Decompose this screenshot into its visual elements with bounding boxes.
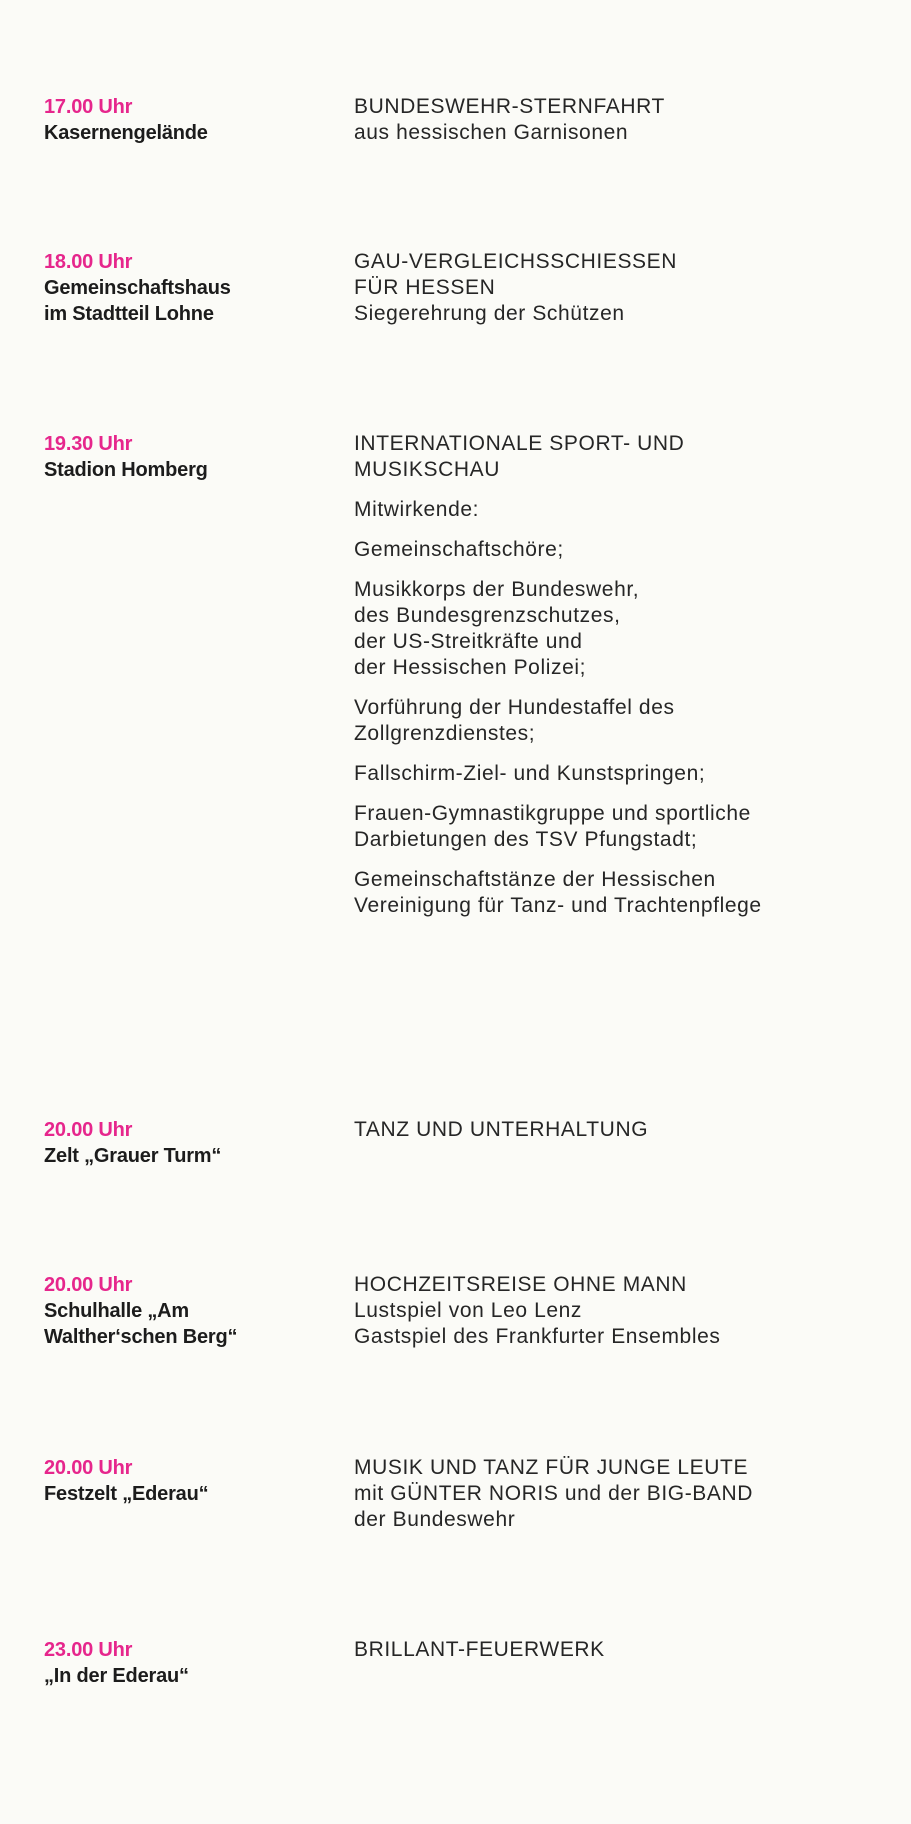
participant-paragraph [354, 537, 894, 563]
paragraph-line: Fallschirm-Ziel- und Kunstspringen; [354, 762, 706, 785]
event-time: 19.30 Uhr [44, 433, 133, 455]
event-title: BRILLANT-FEUERWERK [354, 1638, 605, 1661]
event-description [354, 1637, 894, 1663]
event-time: 23.00 Uhr [44, 1639, 133, 1661]
paragraph-line: Darbietungen des TSV Pfungstadt; [354, 828, 698, 851]
event-time: 20.00 Uhr [44, 1119, 133, 1141]
paragraph-line: der US-Streitkräfte und [354, 630, 583, 653]
event-time: 20.00 Uhr [44, 1274, 133, 1296]
event-time: 20.00 Uhr [44, 1457, 133, 1479]
event-time-location [44, 1272, 334, 1350]
event-description [354, 431, 894, 919]
event-location: Kasernengelände [44, 122, 208, 144]
event-time-location [44, 1455, 334, 1507]
event-title: GAU-VERGLEICHSSCHIESSEN [354, 250, 678, 273]
event-time-location [44, 94, 334, 146]
participant-paragraph [354, 695, 894, 747]
event-subtitle: Lustspiel von Leo Lenz [354, 1299, 583, 1322]
event-subtitle: Siegerehrung der Schützen [354, 302, 625, 325]
event-location: Zelt „Grauer Turm“ [44, 1145, 222, 1167]
event-time: 18.00 Uhr [44, 251, 133, 273]
paragraph-line: Vereinigung für Tanz- und Trachtenpflege [354, 894, 762, 917]
paragraph-line: Vorführung der Hundestaffel des [354, 696, 675, 719]
paragraph-line: Zollgrenzdienstes; [354, 722, 536, 745]
event-subtitle: mit GÜNTER NORIS und der BIG-BAND [354, 1482, 754, 1505]
event-time-location [44, 431, 334, 483]
event-subtitle: Gastspiel des Frankfurter Ensembles [354, 1325, 721, 1348]
event-location: im Stadtteil Lohne [44, 303, 214, 325]
event-description [354, 1272, 894, 1350]
event-location: „In der Ederau“ [44, 1665, 189, 1687]
paragraph-line: Gemeinschaftstänze der Hessischen [354, 868, 716, 891]
event-title: MUSIKSCHAU [354, 458, 501, 481]
participant-paragraph [354, 867, 894, 919]
event-location: Stadion Homberg [44, 459, 208, 481]
event-location: Festzelt „Ederau“ [44, 1483, 209, 1505]
event-subtitle: der Bundeswehr [354, 1508, 516, 1531]
event-description [354, 1455, 894, 1533]
event-description [354, 249, 894, 327]
event-time-location [44, 1117, 334, 1169]
event-title: FÜR HESSEN [354, 276, 496, 299]
paragraph-line: Gemeinschaftschöre; [354, 538, 564, 561]
event-location: Walther‘schen Berg“ [44, 1326, 238, 1348]
paragraph-line: des Bundesgrenzschutzes, [354, 604, 621, 627]
event-subtitle: aus hessischen Garnisonen [354, 121, 629, 144]
event-time-location [44, 249, 334, 327]
paragraph-line: Musikkorps der Bundeswehr, [354, 578, 640, 601]
event-description [354, 94, 894, 146]
event-location: Schulhalle „Am [44, 1300, 190, 1322]
event-title: INTERNATIONALE SPORT- UND [354, 432, 685, 455]
event-time-location [44, 1637, 334, 1689]
participant-paragraph [354, 801, 894, 853]
participant-paragraph [354, 577, 894, 681]
event-title: HOCHZEITSREISE OHNE MANN [354, 1273, 687, 1296]
event-title: TANZ UND UNTERHALTUNG [354, 1118, 649, 1141]
event-title: BUNDESWEHR-STERNFAHRT [354, 95, 665, 118]
event-location: Gemeinschaftshaus [44, 277, 231, 299]
paragraph-line: der Hessischen Polizei; [354, 656, 587, 679]
paragraph-line: Mitwirkende: [354, 498, 480, 521]
participants-heading [354, 497, 894, 523]
paragraph-line: Frauen-Gymnastikgruppe und sportliche [354, 802, 751, 825]
event-time: 17.00 Uhr [44, 96, 133, 118]
participant-paragraph [354, 761, 894, 787]
event-description [354, 1117, 894, 1143]
event-title: MUSIK UND TANZ FÜR JUNGE LEUTE [354, 1456, 749, 1479]
